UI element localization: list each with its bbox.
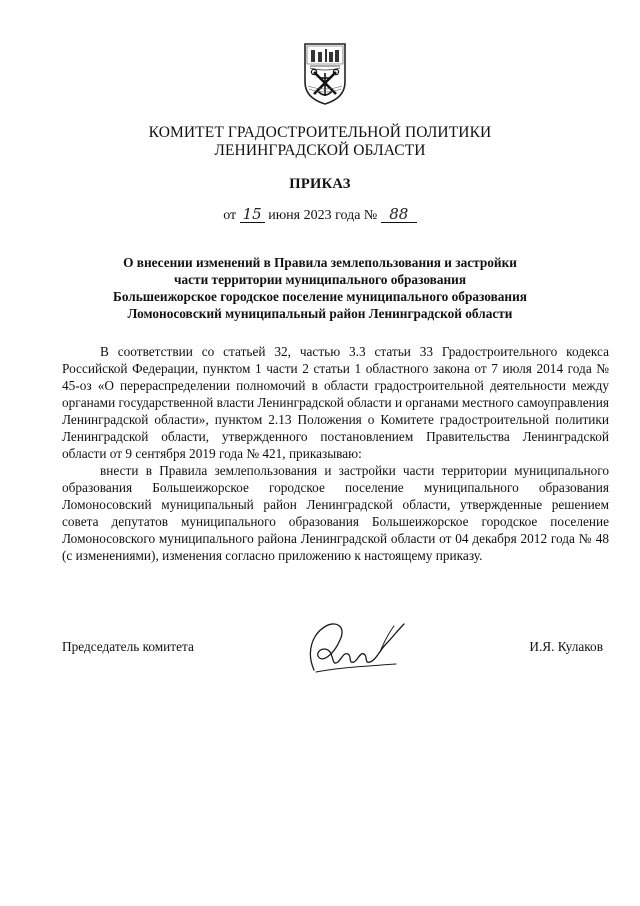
organization-name-line2: ЛЕНИНГРАДСКОЙ ОБЛАСТИ <box>214 142 426 159</box>
title-line: О внесении изменений в Правила землепользования и застройки <box>123 255 517 270</box>
title-line: Ломоносовский муниципальный район Ленинградской области <box>127 306 513 321</box>
signature-block <box>62 638 609 658</box>
title-line: Большеижорское городское поселение муниципального образования <box>113 289 527 304</box>
document-type: ПРИКАЗ <box>289 176 351 192</box>
order-title <box>0 254 640 322</box>
body-paragraph: внести в Правила землепользования и застройки части территории муниципального образования Большеижорское городское поселение муниципального образования Ломоносовский муниципальный район Ленинградской области, утвержденные решением совета депутатов муниципального образования Большеижорское городское поселение Ломоносовского муниципального района Ленинградской области от 04 декабря 2012 года № 48 (с изменениями), изменения согласно приложению к настоящему приказу. <box>62 463 609 563</box>
order-body <box>62 343 609 564</box>
order-number: 88 <box>381 206 417 223</box>
title-line: части территории муниципального образования <box>173 272 467 287</box>
date-month-year: июня 2023 года № <box>268 208 378 223</box>
date-prefix: от <box>223 208 237 223</box>
signer-name: И.Я. Кулаков <box>529 639 603 654</box>
organization-name-line1: КОМИТЕТ ГРАДОСТРОИТЕЛЬНОЙ ПОЛИТИКИ <box>148 124 492 141</box>
body-paragraph: В соответствии со статьей 32, частью 3.3 статьи 33 Градостроительного кодекса Российской Федерации, пунктом 1 части 2 статьи 1 областного закона от 7 июля 2014 года № 45-оз «О перераспределении полномочий в области градостроительной деятельности между органами государственной власти Ленинградской области и органами местного самоуправления Ленинградской области», пунктом 2.13 Положения о Комитете градостроительной политики Ленинградской области, утвержденного постановлением Правительства Ленинградской области от 9 сентября 2019 года № 421, приказываю: <box>62 344 609 461</box>
date-day: 15 <box>240 206 265 223</box>
date-line <box>0 206 640 225</box>
signer-position: Председатель комитета <box>62 639 194 654</box>
coat-of-arms-icon <box>302 42 348 106</box>
